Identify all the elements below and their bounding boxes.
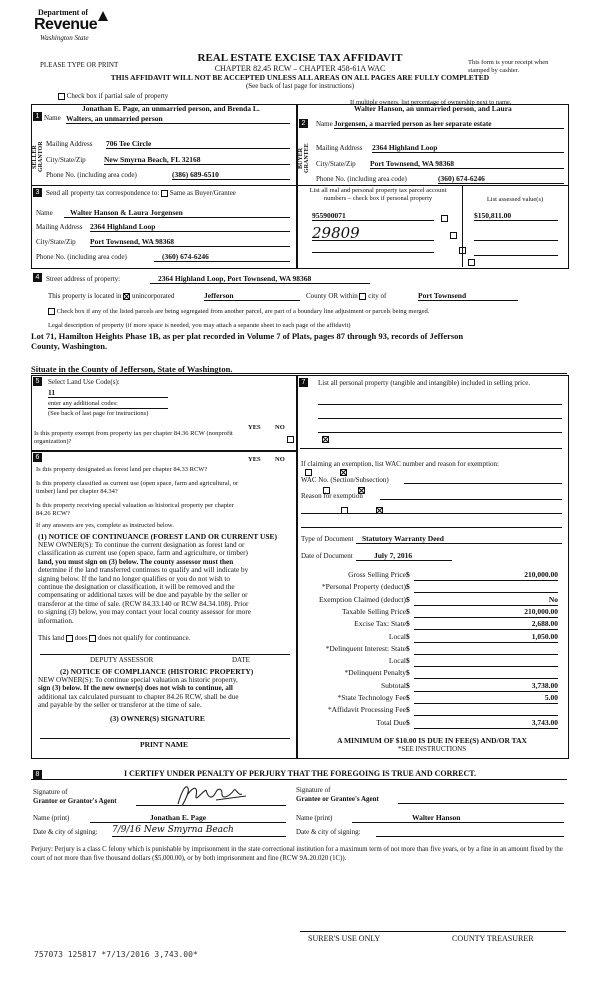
financial-row-label: Total Due (376, 717, 406, 727)
financial-row-dollar: $ (406, 705, 410, 715)
parcel-1-value: 955900071 (312, 211, 434, 221)
partial-sale-checkbox[interactable] (58, 93, 65, 100)
financial-row (298, 607, 568, 618)
multi-owner-note: If multiple owners, list percentage of ownership next to name. (350, 99, 512, 106)
financial-row (298, 668, 568, 679)
county-value: Jefferson (204, 291, 300, 301)
doc-date-label: Date of Document (301, 552, 353, 560)
financial-row-value: 5.00 (414, 693, 558, 704)
financial-row-label: *Personal Property (deduct) (321, 582, 406, 592)
grantor-signature-icon (172, 782, 262, 808)
corr-mail-value: 2364 Highland Loop (90, 222, 290, 232)
logo-dept-line3: Washington State (40, 34, 89, 42)
buyer-mail-label: Mailing Address (316, 144, 363, 152)
financial-row-label: Gross Selling Price (348, 570, 406, 579)
county-or-row (306, 292, 386, 300)
situate-rule (31, 373, 567, 374)
financial-row-value (414, 705, 558, 716)
buyer-name-line1: Walter Hanson, an unmarried person, and Laura (354, 104, 512, 113)
grantee-date-line[interactable] (376, 836, 564, 837)
financial-row (298, 595, 568, 606)
financial-row-value: 210,000.00 (414, 570, 558, 581)
land-use-label: Select Land Use Code(s): (48, 378, 120, 386)
segregated-row (48, 308, 429, 315)
section-2-badge: 2 (299, 119, 308, 128)
corr-name-label: Name (36, 209, 53, 217)
qualify-row (38, 634, 190, 642)
personal-property-line-1 (318, 404, 562, 405)
if-yes-note: If any answers are yes, complete as instructed below. (36, 522, 174, 529)
wac-line (404, 483, 562, 484)
parcel-4-personal-checkbox[interactable] (468, 259, 475, 266)
seller-name-label: Name (44, 114, 61, 122)
receipt-note: This form is your receipt when stamped by cashier. (468, 59, 549, 74)
see-instructions-note: *SEE INSTRUCTIONS (397, 745, 467, 753)
exemption-claim-label: If claiming an exemption, list WAC number and reason for exemption: (301, 460, 499, 468)
financial-row-value: 3,743.00 (414, 718, 558, 729)
financial-row-label: Subtotal (380, 680, 406, 690)
financial-row-dollar: $ (406, 570, 410, 579)
financial-row-dollar: $ (406, 643, 410, 653)
financial-row-value (414, 644, 558, 655)
logo-mark-icon (96, 10, 110, 22)
section-1-badge: 1 (33, 112, 42, 121)
notice-continuance-body (38, 541, 292, 625)
financial-row-value (414, 582, 558, 593)
owner-signature-label: (3) OWNER(S) SIGNATURE (110, 714, 205, 723)
grantor-name-value: Jonathan E. Page (90, 813, 286, 823)
form-title: REAL ESTATE EXCISE TAX AFFIDAVIT (197, 52, 403, 64)
financial-row-dollar: $ (406, 693, 410, 702)
deputy-assessor-line (40, 654, 290, 655)
corr-mail-label: Mailing Address (36, 223, 83, 231)
partial-sale-label: Check box if partial sale of property (66, 92, 169, 100)
grantor-name-label: Name (print) (33, 814, 70, 822)
logo-dept-line2: Revenue (34, 16, 98, 33)
buyer-side-label: BUYER GRANTEE (298, 143, 310, 173)
county-treasurer-label: COUNTY TREASURER (452, 934, 534, 943)
grantor-sig-label-2: Grantor or Grantor's Agent (33, 797, 117, 805)
financial-row-dollar: $ (406, 668, 410, 678)
city-of-label: city of (368, 292, 387, 300)
seller-mail-value: 706 Tee Circle (106, 139, 290, 149)
does-not-qualify-checkbox[interactable] (89, 635, 96, 642)
assessed-3-line (474, 255, 558, 256)
historic-question: Is this property receiving special valuation as historical property per chapter 84.26 RCW? (36, 502, 234, 517)
form-chapter: CHAPTER 82.45 RCW – CHAPTER 458-61A WAC (214, 64, 386, 73)
treasurer-use-rule (300, 931, 566, 932)
corr-city-value: Port Townsend, WA 98368 (90, 237, 290, 247)
financial-row-label: Taxable Selling Price (341, 606, 406, 616)
current-use-question: Is this property classified as current use (open space, farm and agricultural, or timber) land per chapter 84.34? (36, 480, 239, 495)
forest-question: Is this property designated as forest land per chapter 84.33 RCW? (36, 466, 208, 473)
section-3-badge: 3 (33, 188, 42, 197)
financial-row-value: 2,688.00 (414, 619, 558, 630)
financial-row-value (414, 656, 558, 667)
grantor-date-label: Date & city of signing: (33, 828, 98, 836)
grantee-sig-label-1: Signature of (296, 786, 331, 794)
parcel-3-personal-checkbox[interactable] (459, 247, 466, 254)
section-8-badge: 8 (33, 770, 42, 779)
send-correspondence-label: Send all property tax correspondence to: (46, 189, 160, 197)
grantee-date-label: Date & city of signing: (296, 828, 361, 836)
deputy-date-label: DATE (232, 656, 250, 664)
assessed-header: List assessed value(s) (486, 196, 544, 203)
personal-property-line-3 (318, 432, 562, 433)
financial-row-dollar: $ (406, 606, 410, 616)
financial-row-label: *Affidavit Processing Fee (327, 705, 406, 715)
does-qualify-checkbox[interactable] (66, 635, 73, 642)
financial-row (298, 718, 568, 729)
financial-row-label: Excise Tax: State (354, 619, 406, 629)
financial-row-value: No (414, 595, 558, 606)
financial-row-dollar: $ (406, 594, 410, 604)
financial-row-label: *State Technology Fee (337, 693, 406, 702)
doc-type-value: Statutory Warranty Deed (356, 534, 562, 544)
seller-name-line2: Walters, an unmarried person (66, 114, 290, 124)
street-label: Street address of property: (46, 275, 121, 283)
same-as-buyer-checkbox[interactable] (161, 190, 168, 197)
situate-line: Situate in the County of Jefferson, State of Washington. (31, 364, 233, 374)
parcel-1-personal-checkbox[interactable] (441, 215, 448, 222)
buyer-name-label: Name (316, 120, 333, 128)
perjury-notice: Perjury: Perjury is a class C felony which is punishable by imprisonment in the state correctional institution for a maximum term of not more than five years, or by a fine in an amount fixed by the court of not more than five thousand dollars ($5,000.00), or by both imprisonment and fine (RCW 9A.20.020 (1C)). (31, 846, 563, 862)
parcel-2-personal-checkbox[interactable] (450, 232, 457, 239)
financial-row-label: Local (388, 631, 406, 641)
land-use-see-back: (See back of last page for instructions) (48, 410, 149, 417)
county-or-label: County OR within (306, 292, 358, 300)
corr-name-value: Walter Hanson & Laura Jorgensen (64, 208, 290, 218)
parcel-header: List all real and personal property tax parcel account numbers – check box if personal property (309, 187, 447, 202)
financial-row (298, 632, 568, 643)
parcel-2-handwritten: 29809 (312, 226, 434, 241)
buyer-city-value: Port Townsend, WA 98368 (370, 159, 564, 169)
street-value: 2364 Highland Loop, Port Townsend, WA 98368 (150, 274, 370, 284)
assessed-2-line (474, 240, 558, 241)
segregated-checkbox[interactable] (48, 308, 55, 315)
minimum-note: A MINIMUM OF $10.00 IS DUE IN FEE(S) AND/OR TAX (337, 736, 527, 745)
financial-row-dollar: $ (406, 656, 410, 666)
financial-row (298, 619, 568, 630)
assessed-1-value: $150,811.00 (474, 211, 558, 221)
print-name-line (40, 738, 290, 739)
form-see-back: (See back of last page for instructions) (245, 82, 355, 90)
legal-desc-label: Legal description of property (if more space is needed, you may attach a separate sheet to each page of the affidavit) (48, 322, 351, 329)
deputy-assessor-label: DEPUTY ASSESSOR (90, 656, 154, 664)
send-correspondence-row (46, 189, 236, 197)
notice-continuance-title: (1) NOTICE OF CONTINUANCE (FOREST LAND OR CURRENT USE) (38, 532, 278, 541)
personal-property-label: List all personal property (tangible and intangible) included in selling price. (318, 379, 531, 387)
personal-property-line-4 (300, 448, 562, 449)
buyer-phone-label: Phone No. (including area code) (316, 175, 407, 183)
corr-phone-label: Phone No. (including area code) (36, 253, 127, 261)
logo-dept-line1: Department of (38, 8, 88, 17)
financial-row-dollar: $ (406, 680, 410, 690)
financial-row-label: Local (388, 656, 406, 666)
financial-row-dollar: $ (406, 582, 410, 592)
financial-row-value: 210,000.00 (414, 607, 558, 618)
legal-desc-line2: County, Washington. (31, 341, 108, 351)
unincorporated-label: unincorporated (131, 292, 175, 300)
unincorporated-checkbox[interactable] (123, 293, 130, 300)
buyer-city-label: City/State/Zip (316, 160, 356, 168)
notice-continuance-line: NEW OWNER(S): To continue the current designation as forest land or (38, 541, 245, 549)
seller-city-value: New Smyrna Beach, FL 32168 (104, 155, 290, 165)
sec5-yes-header: YES (248, 424, 261, 431)
section-8-rule (31, 779, 567, 780)
this-land-label: This land (38, 634, 65, 642)
dor-logo (34, 8, 114, 46)
notice-continuance-line: land, you must sign on (3) below. The county assessor must then (38, 557, 234, 566)
section-7-badge: 7 (299, 378, 308, 387)
notice-compliance-line: sign (3) below. If the new owner(s) does not wish to continue, all (38, 684, 233, 693)
cashier-stamp: 757073 125817 *7/13/2016 3,743.00* (34, 950, 198, 959)
partial-sale-row (58, 92, 168, 100)
financial-row-dollar: $ (406, 631, 410, 641)
exempt-yes-checkbox[interactable] (287, 436, 294, 443)
reason-line-2 (301, 513, 562, 514)
notice-continuance-line: signing below. If the land no longer qualifies or you do not wish to (38, 574, 230, 583)
parcel-3-line (312, 252, 434, 253)
notice-continuance-line: information. (38, 616, 74, 625)
notice-compliance-line: and payable by the seller or transferor at the time of sale. (38, 701, 202, 710)
same-as-buyer-label: Same as Buyer/Grantee (169, 189, 236, 197)
land-use-value: 11 (48, 388, 168, 398)
additional-codes-line (48, 408, 168, 409)
buyer-mail-value: 2364 Highland Loop (372, 143, 564, 153)
notice-compliance-title: (2) NOTICE OF COMPLIANCE (HISTORIC PROPERTY) (60, 667, 254, 676)
reason-line-3 (301, 527, 562, 528)
grantee-name-value: Walter Hanson (352, 813, 564, 823)
additional-codes-label: enter any additional codes: (48, 400, 118, 407)
financial-row-value (414, 668, 558, 679)
buyer-phone-value: (360) 674-6246 (438, 174, 564, 184)
financial-row (298, 582, 568, 593)
does-not-label: does not qualify for continuance. (98, 634, 191, 642)
financial-row-value: 3,738.00 (414, 681, 558, 692)
notice-continuance-line: determine if the land transferred continues to qualify and will indicate by (38, 566, 249, 575)
grantor-sig-label (33, 788, 117, 806)
financial-row-label: Exemption Claimed (deduct) (318, 594, 406, 604)
section-4-badge: 4 (33, 273, 42, 282)
notice-continuance-line: continue the designation or classification, it will be removed and the (38, 583, 235, 592)
financial-row (298, 681, 568, 692)
sec6-no-header: NO (275, 456, 285, 463)
reason-line-1 (380, 499, 562, 500)
grantee-name-label: Name (print) (296, 814, 333, 822)
doc-date-value: July 7, 2016 (356, 551, 452, 561)
notice-compliance-line: additional tax calculated pursuant to chapter 84.26 RCW, shall be due (38, 692, 239, 701)
seller-name-line1: Jonathan E. Page, an unmarried person, and Brenda L. (82, 104, 260, 113)
reason-label: Reason for exemption (301, 492, 363, 500)
treasurer-use-label: SURER'S USE ONLY (308, 934, 381, 943)
seller-phone-label: Phone No. (including area code) (46, 171, 137, 179)
grantee-sig-label-2: Grantee or Grantee's Agent (296, 795, 379, 803)
segregated-label: Check box if any of the listed parcels are being segregated from another parcel, are part of a boundary line adjustment or parcels being merged. (56, 308, 430, 315)
city-of-checkbox[interactable] (359, 293, 366, 300)
financial-row-dollar: $ (406, 619, 410, 629)
seller-phone-value: (386) 689-6510 (172, 170, 290, 180)
buyer-name-line2: Jorgensen, a married person as her separate estate (334, 119, 564, 129)
personal-property-line-2 (318, 418, 562, 419)
notice-continuance-line: transferor at the time of sale. (RCW 84.33.140 or RCW 84.34.108). Prior (38, 599, 249, 608)
financial-row (298, 656, 568, 667)
form-warning: THIS AFFIDAVIT WILL NOT BE ACCEPTED UNLESS ALL AREAS ON ALL PAGES ARE FULLY COMPLETED (110, 73, 490, 82)
certify-statement: I CERTIFY UNDER PENALTY OF PERJURY THAT THE FOREGOING IS TRUE AND CORRECT. (124, 769, 477, 778)
section-6-badge: 6 (33, 453, 42, 462)
notice-continuance-line: compensating or additional taxes will be due and payable by the seller or (38, 591, 248, 600)
financial-row-dollar: $ (406, 717, 410, 727)
grantee-sig-label (296, 786, 379, 804)
does-label: does (74, 634, 88, 642)
city-value: Port Townsend (418, 291, 518, 301)
section-5-badge: 5 (33, 377, 42, 386)
located-label: This property is located in (48, 292, 122, 300)
wac-label: WAC No. (Section/Subsection) (301, 476, 389, 484)
financial-row-value: 1,050.00 (414, 632, 558, 643)
exempt-question: Is this property exempt from property tax per chapter 84.36 RCW (nonprofit organization)? (34, 430, 233, 445)
sec6-yes-header: YES (248, 456, 261, 463)
financial-row (298, 705, 568, 716)
located-row (48, 292, 174, 300)
financial-row (298, 693, 568, 704)
please-type: PLEASE TYPE OR PRINT (40, 61, 119, 69)
sec5-no-header: NO (275, 424, 285, 431)
notice-compliance-line: NEW OWNER(S): To continue special valuation as historic property, (38, 676, 238, 684)
grantor-sig-label-1: Signature of (33, 788, 68, 796)
seller-mail-label: Mailing Address (46, 140, 93, 148)
notice-compliance-body (38, 676, 292, 710)
seller-side-label: SELLER GRANTOR (32, 141, 44, 173)
grantee-signature-line[interactable] (398, 803, 564, 804)
doc-type-label: Type of Document (301, 535, 354, 543)
financial-row-label: *Delinquent Penalty (344, 668, 406, 678)
notice-continuance-line: classification as current use (open space, farm and agriculture, or timber) (38, 549, 248, 558)
financial-row (298, 570, 568, 581)
seller-city-label: City/State/Zip (46, 156, 86, 164)
print-name-label: PRINT NAME (140, 740, 188, 749)
grantor-date-value: 7/9/16 New Smyrna Beach (112, 825, 286, 837)
notice-continuance-line: to signing (3) below, you may contact your local county assessor for more (38, 608, 251, 617)
financial-row (298, 644, 568, 655)
financial-row-label: *Delinquent Interest: State (325, 643, 406, 653)
corr-city-label: City/State/Zip (36, 238, 76, 246)
corr-phone-value: (360) 674-6246 (154, 252, 290, 262)
legal-desc-line1: Lot 71, Hamilton Heights Phase 1B, as per plat recorded in Volume 7 of Plats, pages 87 through 93, records of Jefferson (31, 331, 464, 341)
